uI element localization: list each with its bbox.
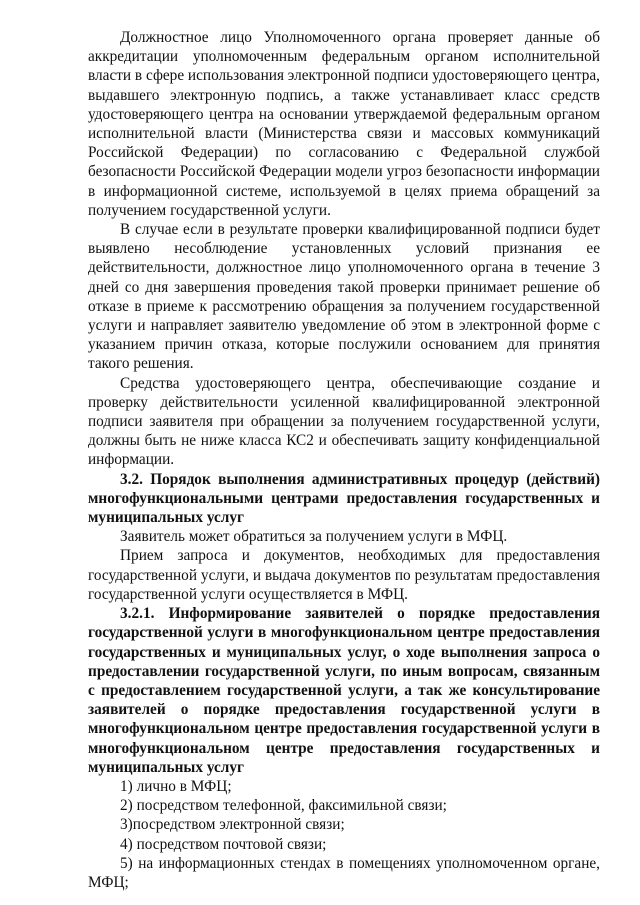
paragraph-certification-class: Средства удостоверяющего центра, обеспечивающие создание и проверку действительности усиленной квалифицированной электронной подписи заявителя при обращении за получением государственной услуги, должны быть не ниже класса КС2 и обеспечивать защиту конфиденциальной информации. [88, 374, 600, 469]
list-item-3: 3)посредством электронной связи; [120, 816, 345, 834]
section-heading-3-2: 3.2. Порядок выполнения административных процедур (действий) многофункциональными центрами предоставления государственных и муниципальных услуг [88, 470, 600, 527]
section-heading-3-2-1: 3.2.1. Информирование заявителей о порядке предоставления государственной услуги в многофункциональном центре предоставления государственных и муниципальных услуг, о ходе выполнения запроса о предоставлении государственной услуги, по иным вопросам, связанным с предоставлением государственной услуги, а так же консультирование заявителей о порядке предоставления государственной услуги в многофункциональном центре предоставления государственной услуги в многофункциональном центре предоставления государственных и муниципальных услуг [88, 605, 600, 776]
list-item-4: 4) посредством почтовой связи; [120, 835, 327, 853]
paragraph-refusal-on-failed-check: В случае если в результате проверки квалифицированной подписи будет выявлено несоблюдение установленных условий признания ее действительности, должностное лицо уполномоченного органа в течение 3 дней со дня завершения проведения такой проверки принимает решение об отказе в приеме к рассмотрению обращения за получением государственной услуги и направляет заявителю уведомление об этом в электронной форме с указанием причин отказа, которые послужили основанием для принятия такого решения. [88, 221, 600, 373]
list-item-5: 5) на информационных стендах в помещениях уполномоченном органе, МФЦ; [88, 854, 600, 891]
list-item-2: 2) посредством телефонной, факсимильной связи; [120, 797, 447, 815]
paragraph-request-reception: Прием запроса и документов, необходимых для предоставления государственной услуги, и выдача документов по результатам предоставления государственной услуги осуществляется в МФЦ. [88, 547, 600, 603]
list-item-1: 1) лично в МФЦ; [120, 777, 232, 795]
paragraph-signature-verification: Должностное лицо Уполномоченного органа проверяет данные об аккредитации уполномоченным федеральным органом исполнительной власти в сфере использования электронной подписи удостоверяющего центра, выдавшего электронную подпись, а также устанавливает класс средств удостоверяющего центра на основании утверждаемой федеральным органом исполнительной власти (Министерства связи и массовых коммуникаций Российской Федерации) по согласованию с Федеральной службой безопасности Российской Федерации модели угроз безопасности информации в информационной системе, используемой в целях приема обращений за получением государственной услуги. [88, 29, 600, 219]
paragraph-applicant-mfc: Заявитель может обратиться за получением услуги в МФЦ. [120, 528, 508, 546]
